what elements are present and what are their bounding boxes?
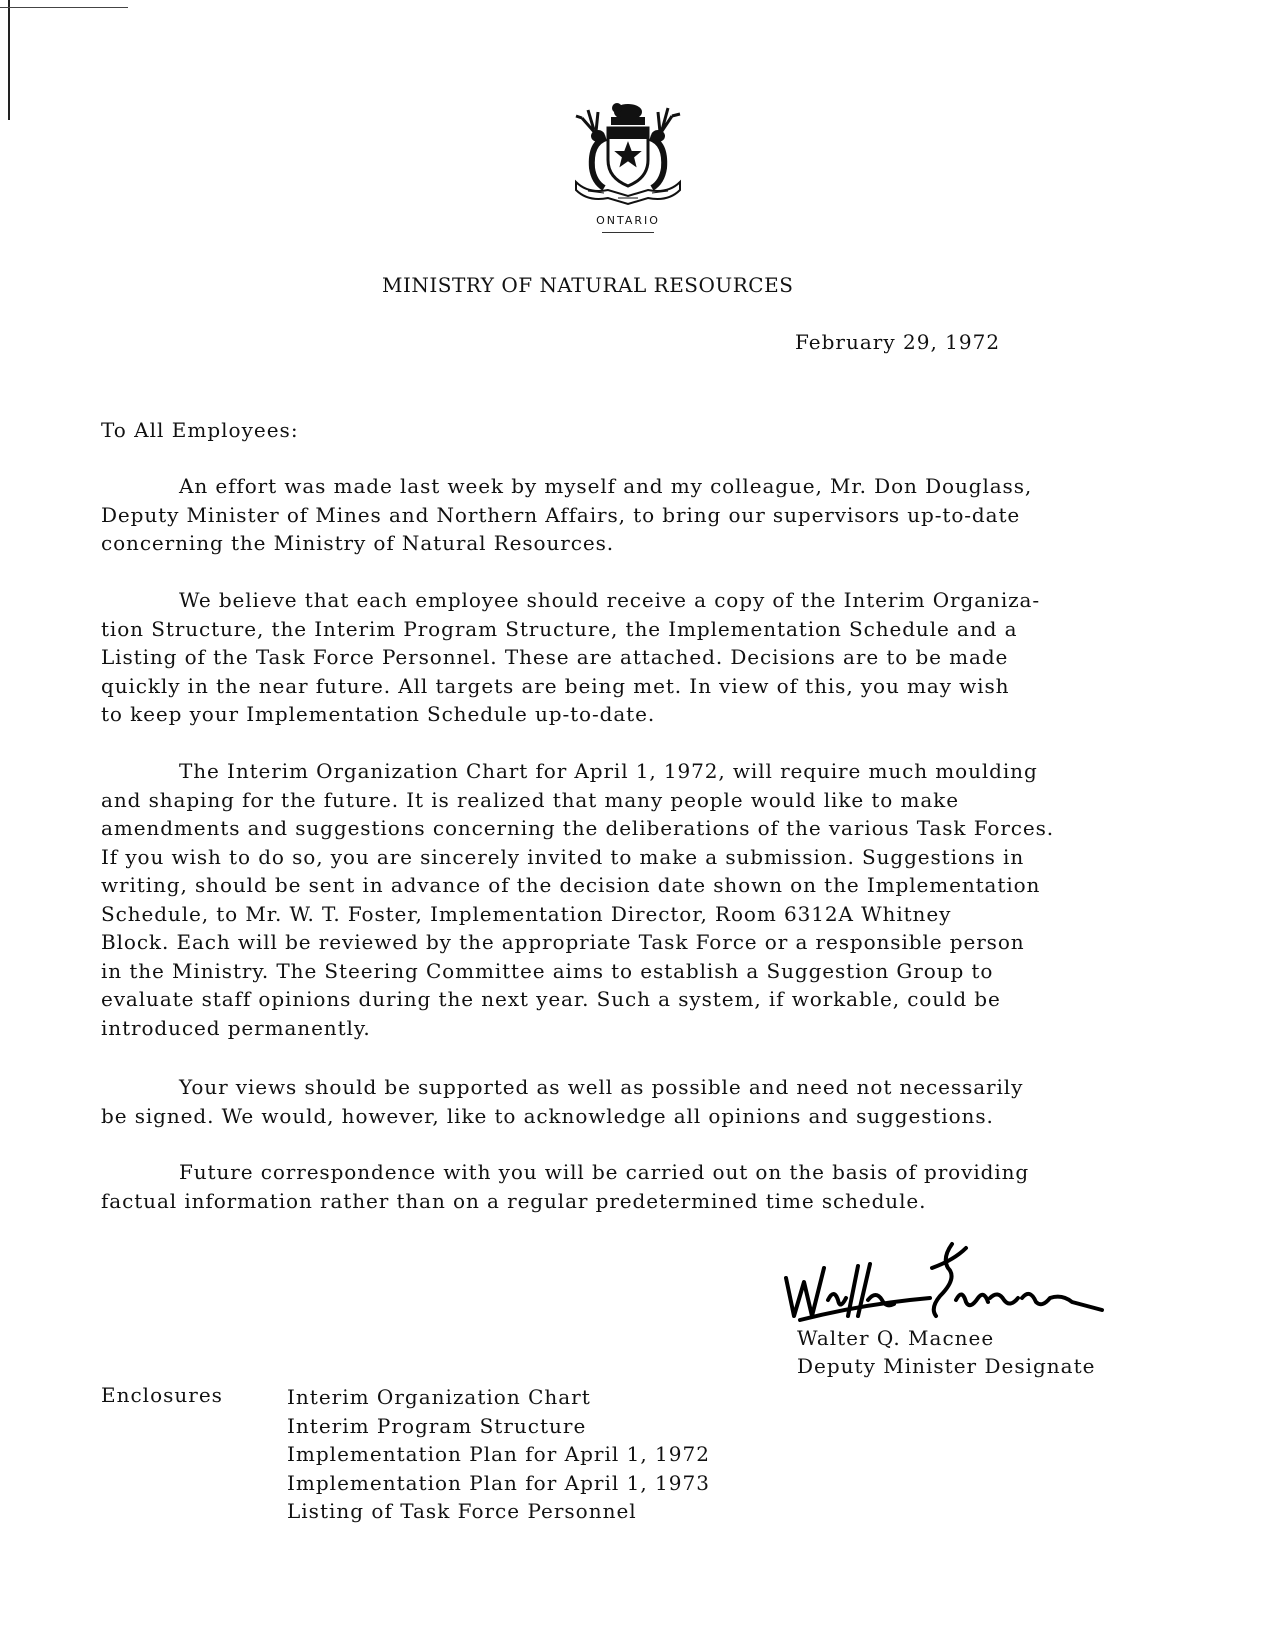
- paragraph-1: [101, 472, 1191, 558]
- enclosures-label: Enclosures: [101, 1383, 223, 1407]
- paragraph-line: amendments and suggestions concerning the deliberations of the various Task Forces.: [101, 816, 1055, 840]
- paragraph-line: Future correspondence with you will be carried out on the basis of providing: [179, 1160, 1030, 1184]
- enclosure-item: Interim Program Structure: [287, 1413, 587, 1438]
- paragraph-line: If you wish to do so, you are sincerely invited to make a submission. Suggestions in: [101, 844, 1025, 869]
- paragraph-line: writing, should be sent in advance of the decision date shown on the Implementation: [101, 873, 1041, 897]
- paragraph-3: [101, 757, 1191, 1042]
- paragraph-line: be signed. We would, however, like to acknowledge all opinions and suggestions.: [101, 1103, 994, 1128]
- paragraph-line: evaluate staff opinions during the next year. Such a system, if workable, could be: [101, 987, 1001, 1011]
- province-name: ONTARIO: [596, 214, 660, 227]
- paragraph-4: [101, 1073, 1191, 1130]
- paragraph-line: factual information rather than on a regular predetermined time schedule.: [101, 1188, 927, 1213]
- paragraph-line: Your views should be supported as well as possible and need not necessarily: [179, 1075, 1024, 1099]
- letterhead-rule: [602, 232, 654, 233]
- paragraph-line: to keep your Implementation Schedule up-to-date.: [101, 702, 656, 726]
- handwritten-signature: [782, 1238, 1112, 1328]
- paragraph-line: quickly in the near future. All targets are being met. In view of this, you may wish: [101, 673, 1010, 698]
- paragraph-line: Listing of the Task Force Personnel. These are attached. Decisions are to be made: [101, 645, 1009, 669]
- enclosure-item: Interim Organization Chart: [287, 1385, 591, 1409]
- paragraph-line: concerning the Ministry of Natural Resources.: [101, 531, 614, 555]
- paragraph-line: We believe that each employee should receive a copy of the Interim Organiza-: [179, 588, 1041, 612]
- paragraph-line: Block. Each will be reviewed by the appropriate Task Force or a responsible person: [101, 930, 1025, 954]
- paragraph-5: [101, 1158, 1191, 1215]
- enclosure-item: Listing of Task Force Personnel: [287, 1499, 637, 1523]
- paragraph-line: in the Ministry. The Steering Committee aims to establish a Suggestion Group to: [101, 958, 994, 983]
- paragraph-line: introduced permanently.: [101, 1015, 371, 1040]
- paragraph-line: tion Structure, the Interim Program Structure, the Implementation Schedule and a: [101, 616, 1018, 641]
- signer-name: Walter Q. Macnee: [797, 1326, 995, 1350]
- scan-top-mark: [0, 7, 128, 8]
- signature-block: [797, 1324, 1095, 1380]
- paragraph-line: Deputy Minister of Mines and Northern Affairs, to bring our supervisors up-to-date: [101, 502, 1021, 527]
- paragraph-line: Schedule, to Mr. W. T. Foster, Implementation Director, Room 6312A Whitney: [101, 901, 952, 926]
- ontario-coat-of-arms-icon: [568, 98, 688, 208]
- enclosures-list: [287, 1383, 710, 1526]
- enclosure-item: Implementation Plan for April 1, 1973: [287, 1470, 710, 1495]
- paragraph-2: [101, 586, 1191, 729]
- signer-title: Deputy Minister Designate: [797, 1354, 1096, 1378]
- salutation: To All Employees:: [101, 418, 299, 442]
- paragraph-line: An effort was made last week by myself and my colleague, Mr. Don Douglass,: [179, 474, 1033, 498]
- scan-edge-mark: [8, 0, 10, 120]
- enclosure-item: Implementation Plan for April 1, 1972: [287, 1442, 710, 1466]
- ministry-title: MINISTRY OF NATURAL RESOURCES: [382, 273, 794, 297]
- letter-date: February 29, 1972: [795, 330, 1001, 354]
- paragraph-line: The Interim Organization Chart for April 1, 1972, will require much moulding: [179, 759, 1038, 783]
- paragraph-line: and shaping for the future. It is realized that many people would like to make: [101, 787, 959, 812]
